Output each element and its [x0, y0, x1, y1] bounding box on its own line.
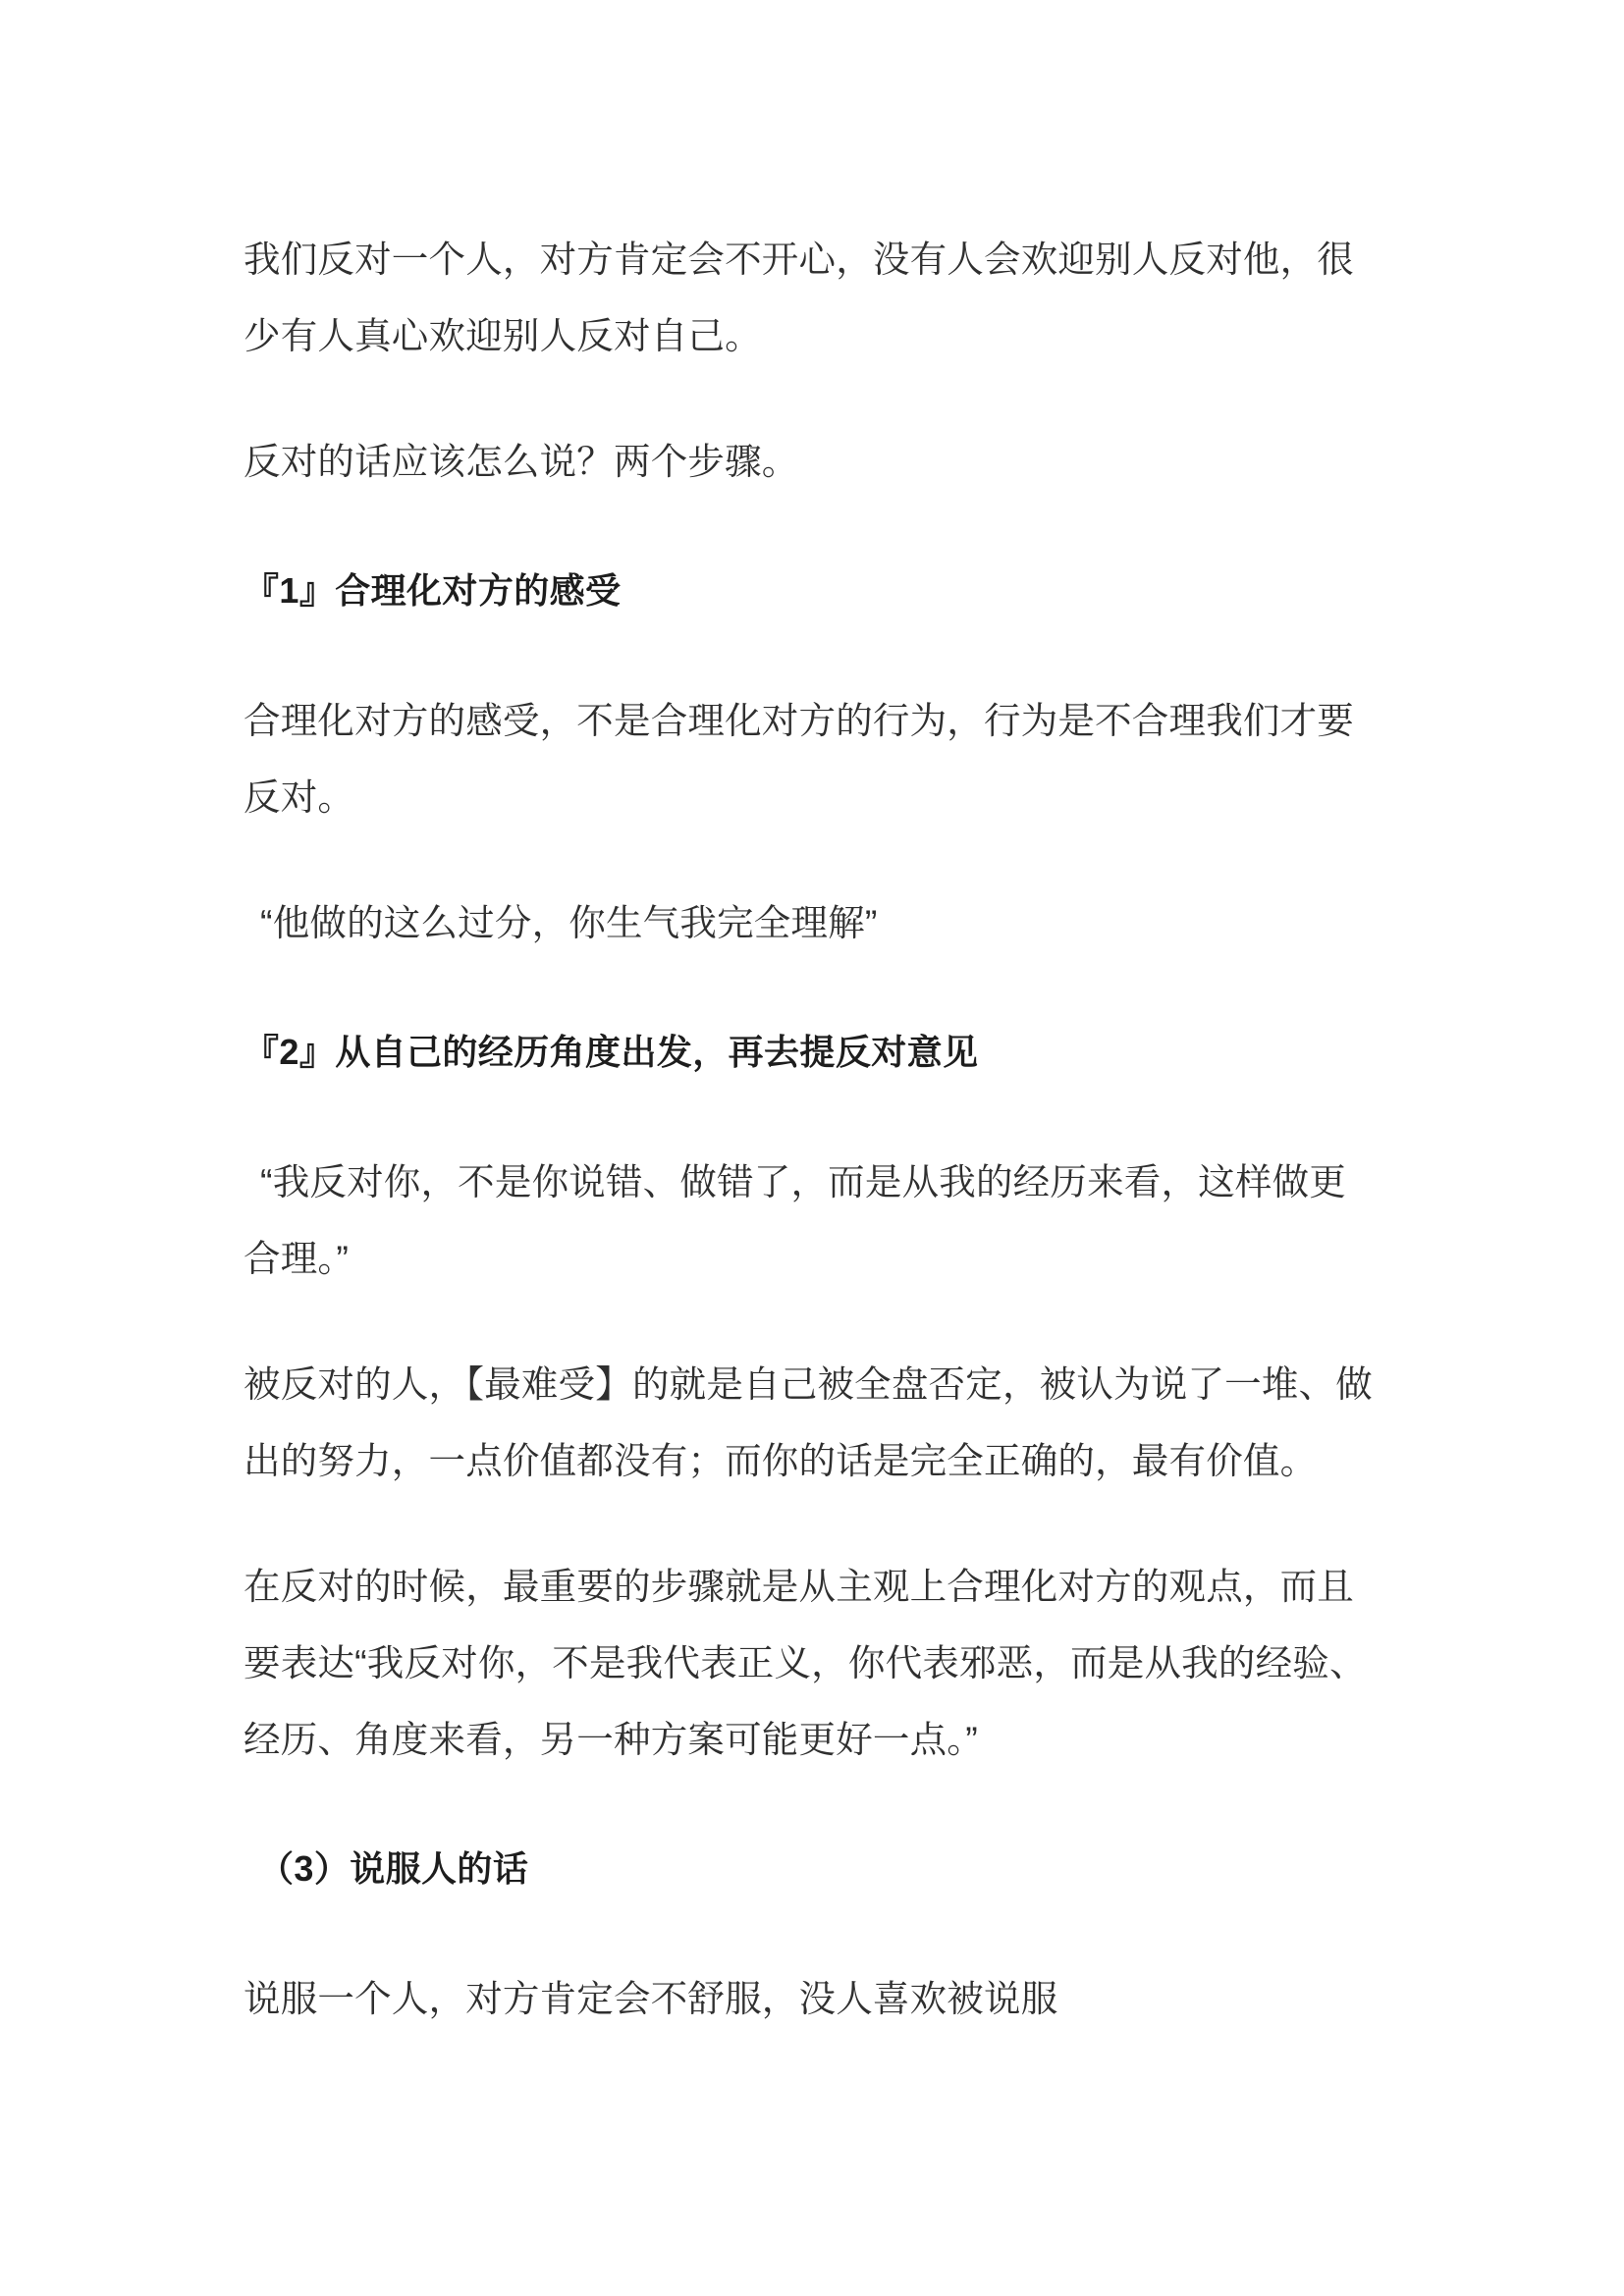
quote-step-2-example: “我反对你，不是你说错、做错了，而是从我的经历来看，这样做更合理。” [244, 1161, 1346, 1279]
paragraph-persuasion: 说服一个人，对方肯定会不舒服，没人喜欢被说服 [244, 1978, 1058, 2019]
paragraph-intro: 我们反对一个人，对方肯定会不开心，没有人会欢迎别人反对他，很少有人真心欢迎别人反对自己。 [244, 239, 1354, 356]
heading-step-2: 『2』从自己的经历角度出发，再去提反对意见 [244, 1032, 979, 1072]
heading-step-1: 『1』合理化对方的感受 [244, 570, 622, 611]
paragraph-question: 反对的话应该怎么说？两个步骤。 [244, 441, 799, 482]
paragraph-being-opposed: 被反对的人，【最难受】的就是自己被全盘否定，被认为说了一堆、做出的努力，一点价值都没有；而你的话是完全正确的，最有价值。 [244, 1363, 1373, 1481]
paragraph-most-important-step: 在反对的时候，最重要的步骤就是从主观上合理化对方的观点，而且要表达“我反对你，不是我代表正义，你代表邪恶，而是从我的经验、经历、角度来看，另一种方案可能更好一点。” [244, 1566, 1367, 1760]
quote-step-1-example: “他做的这么过分，你生气我完全理解” [260, 902, 878, 943]
paragraph-step-1-explain: 合理化对方的感受，不是合理化对方的行为，行为是不合理我们才要反对。 [244, 700, 1354, 818]
heading-step-3: （3）说服人的话 [258, 1848, 529, 1889]
document-body [244, 221, 1380, 2037]
